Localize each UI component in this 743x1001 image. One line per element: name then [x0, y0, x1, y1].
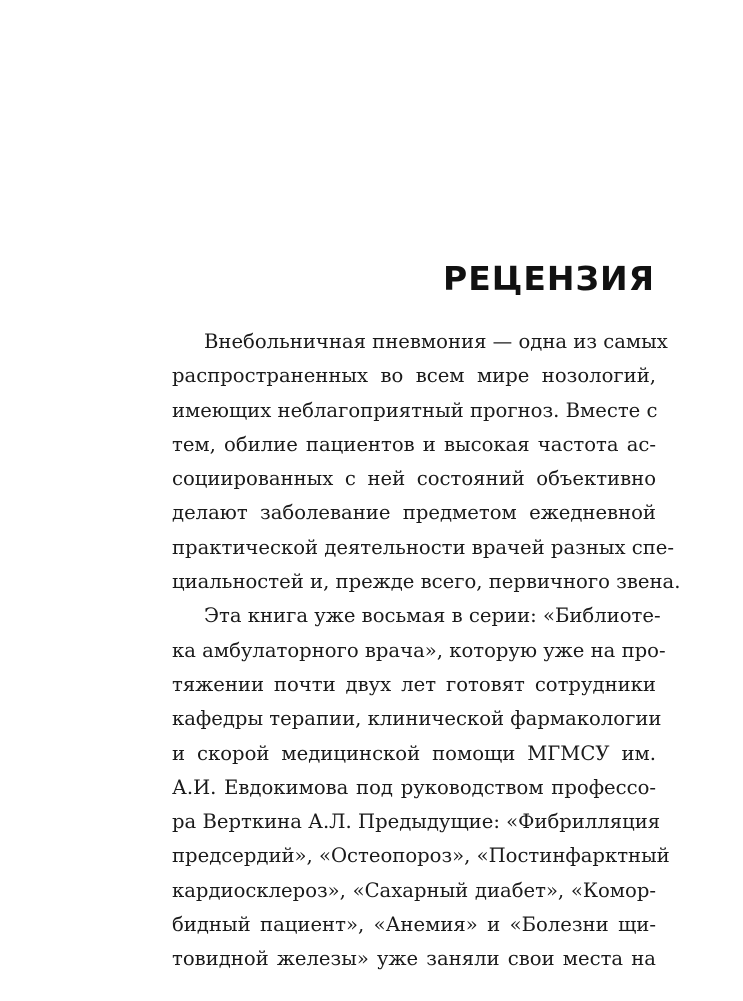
text-line: предсердий», «Остеопороз», «Постинфарктный [172, 844, 670, 868]
text-line: Эта книга уже восьмая в серии: «Библиоте- [204, 604, 661, 628]
text-line: Внебольничная пневмония — одна из самых [204, 330, 668, 353]
text-line: А.И. Евдокимова под руководством профессо- [172, 775, 656, 799]
text-line: кардиосклероз», «Сахарный диабет», «Комор- [172, 878, 656, 902]
text-line: практической деятельности врачей разных спе- [172, 535, 674, 559]
review-text [172, 325, 681, 977]
text-line: делают заболевание предметом ежедневной [172, 501, 656, 525]
text-line: тем, обилие пациентов и высокая частота ас- [172, 432, 656, 456]
section-heading: РЕЦЕНЗИЯ [443, 259, 655, 298]
text-line: социированных с ней состояний объективно [172, 467, 656, 491]
text-line: товидной железы» уже заняли свои места на [172, 947, 656, 971]
text-line: ка амбулаторного врача», которую уже на про- [172, 638, 666, 662]
text-line: циальностей и, прежде всего, первичного звена. [172, 570, 681, 594]
text-line: кафедры терапии, клинической фармакологии [172, 707, 662, 731]
text-line: бидный пациент», «Анемия» и «Болезни щи- [172, 913, 656, 937]
text-line: распространенных во всем мире нозологий, [172, 364, 656, 388]
text-line: тяжении почти двух лет готовят сотрудники [172, 672, 656, 696]
text-line: и скорой медицинской помощи МГМСУ им. [172, 741, 656, 765]
text-line: имеющих неблагоприятный прогноз. Вместе с [172, 398, 658, 422]
text-line: ра Верткина А.Л. Предыдущие: «Фибрилляция [172, 810, 661, 834]
